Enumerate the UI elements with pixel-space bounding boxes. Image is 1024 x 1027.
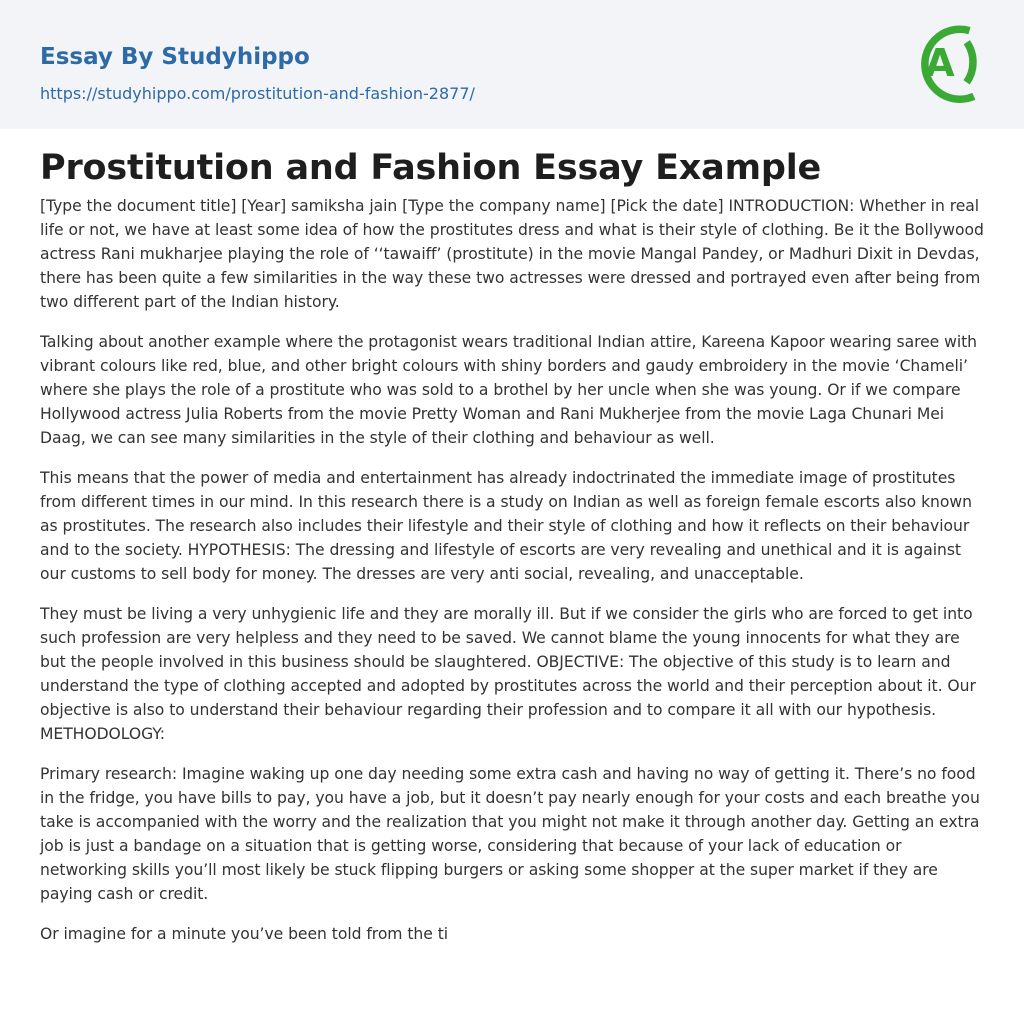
essay-paragraph: Primary research: Imagine waking up one day needing some extra cash and having no way of getting it. There’s no food in the fridge, you have bills to pay, you have a job, but it doesn’t pay nearly enough for your costs and each breathe you take is accompanied with the worry and the realization that you might not make it through another day. Getting an extra job is just a bandage on a situation that is getting worse, considering that because of your lack of education or networking skills you’ll most likely be stuck flipping burgers or asking some shopper at the super market if they are paying cash or credit.: [40, 765, 980, 903]
essay-body: [40, 194, 986, 962]
studyhippo-logo-icon[interactable]: [912, 19, 986, 105]
source-url-link[interactable]: https://studyhippo.com/prostitution-and-fashion-2877/: [40, 84, 475, 103]
logo-letter: A: [925, 41, 955, 85]
site-brand[interactable]: Essay By Studyhippo: [40, 44, 310, 70]
essay-paragraph: [Type the document title] [Year] samiksha jain [Type the company name] [Pick the date] INTRODUCTION: Whether in real life or not, we have at least some idea of how the prostitutes dress and what is their style of clothing. Be it the Bollywood actress Rani mukharjee playing the role of ‘‘tawaiff’ (prostitute) in the movie Mangal Pandey, or Madhuri Dixit in Devdas, there has been quite a few similarities in the way these two actresses were dressed and portrayed even after being from two different part of the Indian history.: [40, 197, 984, 311]
essay-paragraph-truncated: Or imagine for a minute you’ve been told from the ti: [40, 925, 449, 943]
essay-paragraph: They must be living a very unhygienic life and they are morally ill. But if we consider the girls who are forced to get into such profession are very helpless and they need to be saved. We cannot blame the young innocents for what they are but the people involved in this business should be slaughtered. OBJECTIVE: The objective of this study is to learn and understand the type of clothing accepted and adopted by prostitutes across the world and their perception about it. Our objective is also to understand their behaviour regarding their profession and to compare it all with our hypothesis. METHODOLOGY:: [40, 605, 976, 743]
page-title: Prostitution and Fashion Essay Example: [40, 148, 822, 188]
essay-paragraph: Talking about another example where the protagonist wears traditional Indian attire, Kareena Kapoor wearing saree with vibrant colours like red, blue, and other bright colours with shiny borders and gaudy embroidery in the movie ‘Chameli’ where she plays the role of a prostitute who was sold to a brothel by her uncle when she was young. Or if we compare Hollywood actress Julia Roberts from the movie Pretty Woman and Rani Mukherjee from the movie Laga Chunari Mei Daag, we can see many similarities in the style of their clothing and behaviour as well.: [40, 333, 978, 447]
essay-paragraph: This means that the power of media and entertainment has already indoctrinated the immediate image of prostitutes from different times in our mind. In this research there is a study on Indian as well as foreign female escorts also known as prostitutes. The research also includes their lifestyle and their style of clothing and how it reflects on their behaviour and to the society. HYPOTHESIS: The dressing and lifestyle of escorts are very revealing and unethical and it is against our customs to sell body for money. The dresses are very anti social, revealing, and unacceptable.: [40, 469, 972, 583]
site-header: [0, 0, 1024, 129]
